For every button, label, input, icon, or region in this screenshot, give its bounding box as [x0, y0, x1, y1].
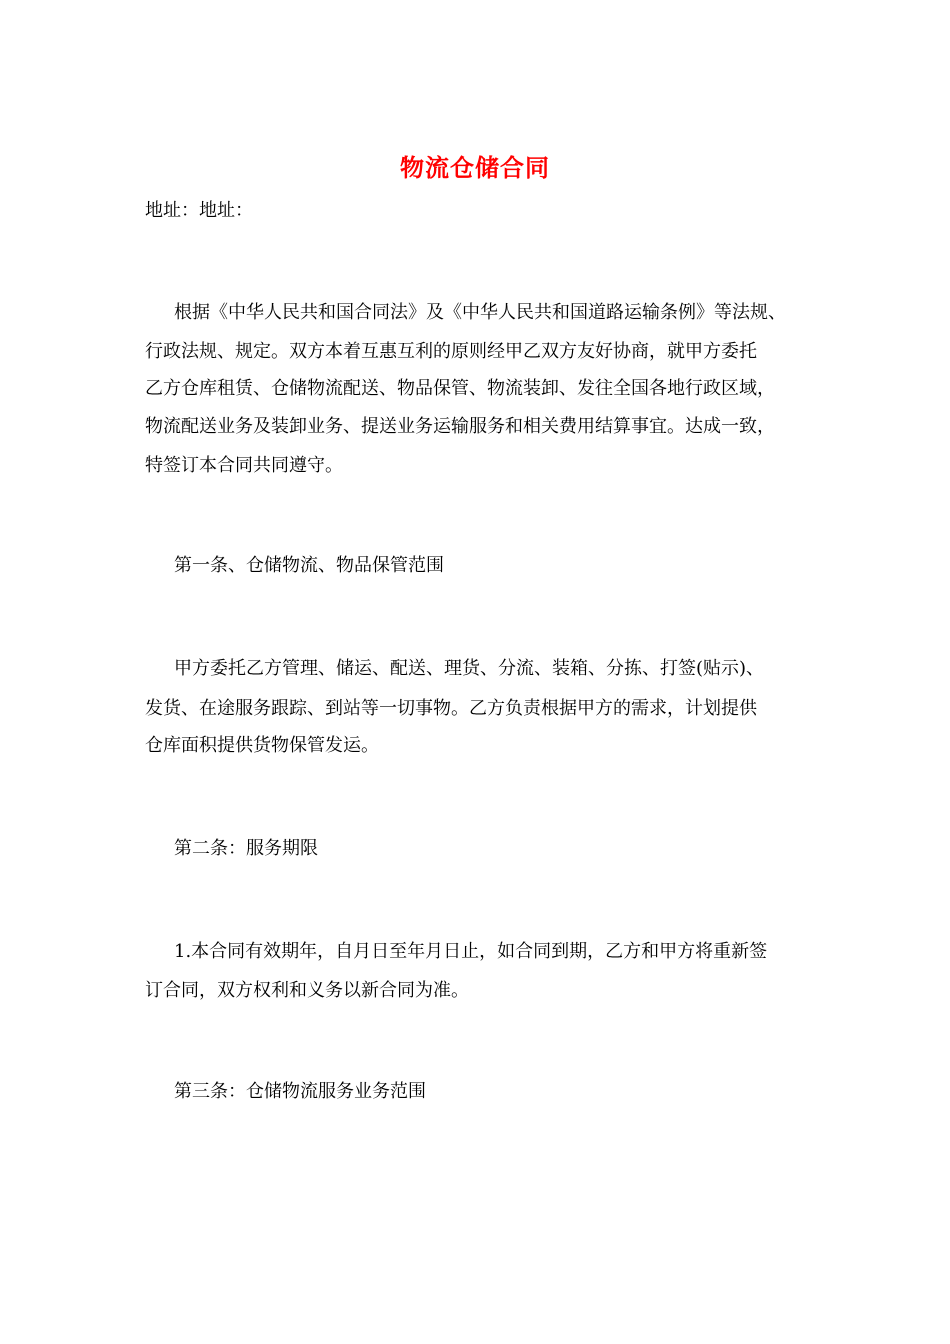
preamble-line-1: 根据《中华人民共和国合同法》及《中华人民共和国道路运输条例》等法规、: [174, 302, 786, 323]
article2-heading: 第二条：服务期限: [174, 838, 318, 859]
article2-line-1: 1.本合同有效期年，自月日至年月日止，如合同到期，乙方和甲方将重新签: [174, 941, 768, 962]
article1-heading: 第一条、仓储物流、物品保管范围: [174, 555, 444, 576]
address-line: 地址：地址：: [145, 200, 253, 221]
preamble-line-2: 行政法规、规定。双方本着互惠互利的原则经甲乙双方友好协商，就甲方委托: [145, 341, 757, 362]
article1-line-3: 仓库面积提供货物保管发运。: [145, 735, 379, 756]
article1-line-1: 甲方委托乙方管理、储运、配送、理货、分流、装箱、分拣、打签(贴示)、: [174, 658, 765, 679]
article2-line-2: 订合同，双方权利和义务以新合同为准。: [145, 980, 469, 1001]
preamble-line-3: 乙方仓库租赁、仓储物流配送、物品保管、物流装卸、发往全国各地行政区域，: [145, 378, 775, 399]
preamble-line-5: 特签订本合同共同遵守。: [145, 455, 343, 476]
article1-line-2: 发货、在途服务跟踪、到站等一切事物。乙方负责根据甲方的需求，计划提供: [145, 698, 757, 719]
preamble-line-4: 物流配送业务及装卸业务、提送业务运输服务和相关费用结算事宜。达成一致，: [145, 416, 775, 437]
article3-heading: 第三条：仓储物流服务业务范围: [174, 1081, 426, 1102]
document-title: 物流仓储合同: [400, 153, 550, 182]
